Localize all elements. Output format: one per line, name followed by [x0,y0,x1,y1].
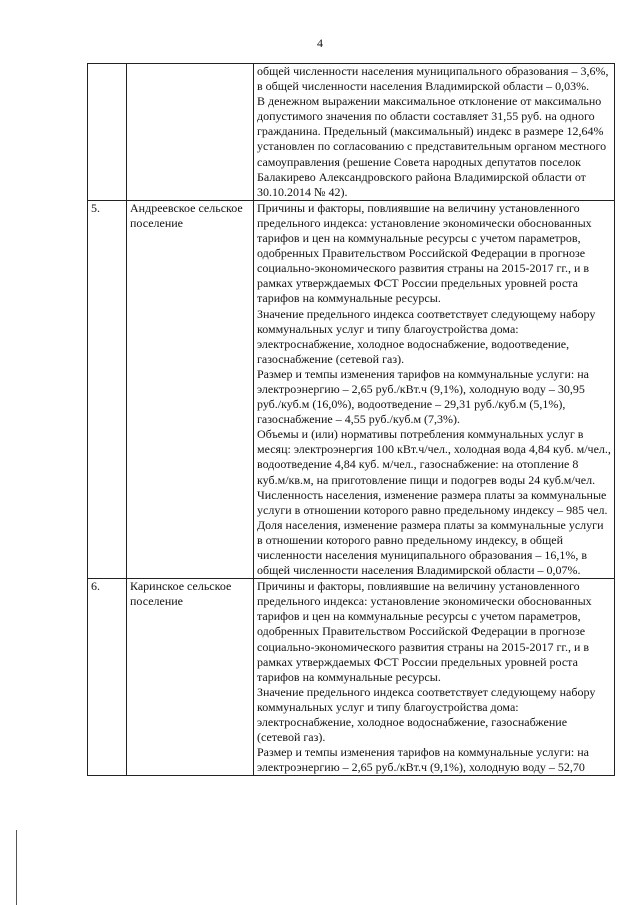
row-description [254,579,615,776]
row-number: 6. [88,579,127,776]
row-description [254,200,615,578]
paragraph: Численность населения, изменение размера платы за коммунальные услуги в отношении которого равно предельному индексу – 985 чел. [257,487,608,517]
table-row [88,200,615,578]
settlement-name: Андреевское сельское поселение [127,200,254,578]
table-row [88,64,615,201]
paragraph: Объемы и (или) нормативы потребления коммунальных услуг в месяц: электроэнергия 100 кВт.ч/чел., холодная вода 4,84 куб. м/чел., водоотведение 4,84 куб. м/чел., газоснабжение: на отопление 8 куб.м/кв.м, на приготовление пищи и подогрев воды 24 куб.м/чел. [257,427,611,487]
row-number: 5. [88,200,127,578]
table-row [88,579,615,776]
paragraph: Доля населения, изменение размера платы за коммунальные услуги в отношении которого равно предельному индексу, в общей численности населения муниципального образования – 16,1%, в общей численности населения Владимирской области – 0,07%. [257,517,604,578]
row-description [254,64,615,201]
paragraph: Размер и темпы изменения тарифов на коммунальные услуги: на электроэнергию – 2,65 руб./кВт.ч (9,1%), холодную воду – 30,95 руб./куб.м (16,0%), водоотведение – 29,31 руб./куб.м (5,1%), газоснабжение – 4,55 руб./куб.м (7,3%). [257,366,589,427]
paragraph: Причины и факторы, повлиявшие на величину установленного предельного индекса: установление экономически обоснованных тарифов и цен на коммунальные ресурсы с учетом параметров, одобренных Правительством Российской Федерации в прогнозе социально-экономического развития страны на 2015-2017 гг., и в рамках утверждаемых ФСТ России предельных уровней роста тарифов на коммунальные ресурсы. [257,200,592,306]
paragraph: общей численности населения муниципального образования – 3,6%, в общей численности населения Владимирской области – 0,03%. [257,64,609,94]
settlement-name: Каринское сельское поселение [127,579,254,776]
index-table [87,63,615,776]
paragraph: Размер и темпы изменения тарифов на коммунальные услуги: на электроэнергию – 2,65 руб./кВт.ч (9,1%), холодную воду – 52,70 [257,745,589,775]
page-number: 4 [317,36,323,50]
scan-margin-line [16,830,17,905]
paragraph: В денежном выражении максимальное отклонение от максимально допустимого значения по области составляет 31,55 руб. на одного гражданина. Предельный (максимальный) индекс в размере 12,64% установлен по согласованию с представительным органом местного самоуправления (решение Совета народных депутатов поселок Балакирево Александровского района Владимирской области от 30.10.2014 № 42). [257,94,607,199]
paragraph: Значение предельного индекса соответствует следующему набору коммунальных услуг и типу благоустройства дома: электроснабжение, холодное водоснабжение, газоснабжение (сетевой газ). [257,684,596,745]
paragraph: Причины и факторы, повлиявшие на величину установленного предельного индекса: установление экономически обоснованных тарифов и цен на коммунальные ресурсы с учетом параметров, одобренных Правительством Российской Федерации в прогнозе социально-экономического развития страны на 2015-2017 гг., и в рамках утверждаемых ФСТ России предельных уровней роста тарифов на коммунальные ресурсы. [257,579,592,684]
settlement-name [127,64,254,201]
paragraph: Значение предельного индекса соответствует следующему набору коммунальных услуг и типу благоустройства дома: электроснабжение, холодное водоснабжение, водоотведение, газоснабжение (сетевой газ). [257,306,596,366]
row-number [88,64,127,201]
